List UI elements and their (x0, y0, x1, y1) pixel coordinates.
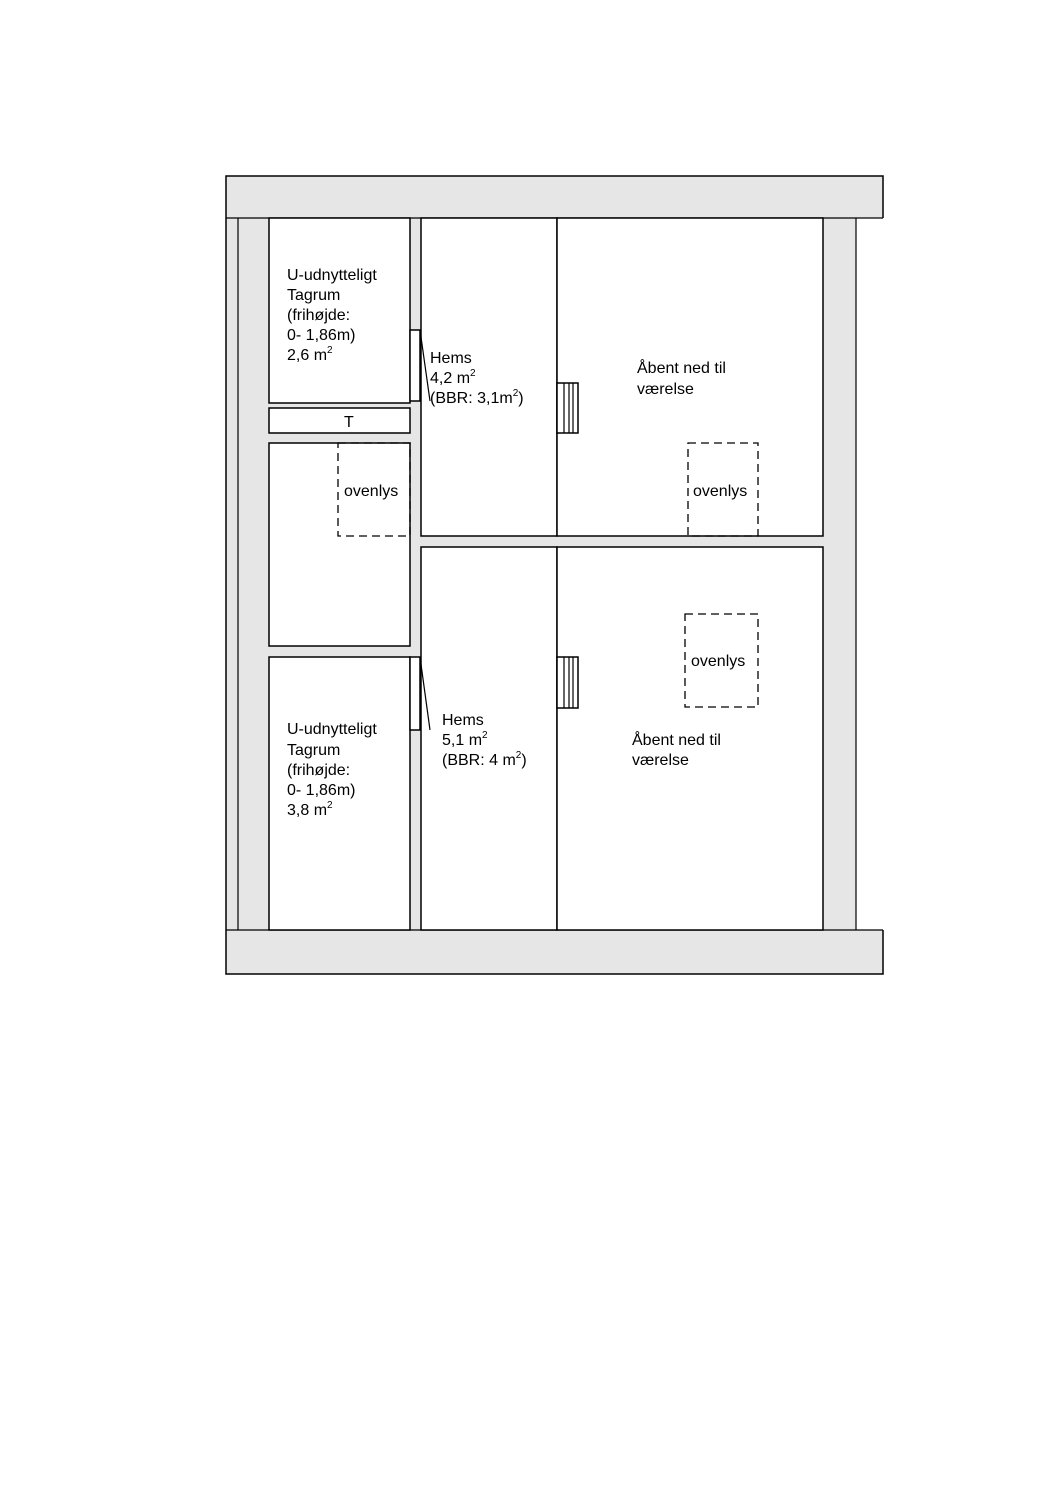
open-bottom-line-1: Åbent ned til (632, 732, 721, 749)
open-top-line-1: Åbent ned til (637, 360, 726, 377)
utility-top-line-3: (frihøjde: (287, 307, 351, 324)
utility-bottom-line-2: Tagrum (287, 742, 341, 759)
hems-bottom-bbr-sup: 2 (515, 750, 522, 761)
toilet-label: T (344, 414, 354, 431)
utility-top-line-1: U-udnytteligt (287, 267, 377, 284)
toilet-room (269, 408, 410, 433)
skylight-left-label: ovenlys (344, 483, 399, 500)
ladder-top (557, 383, 578, 433)
hems-bottom-area-sup: 2 (482, 730, 488, 741)
utility-bottom-area-sup: 2 (327, 800, 333, 811)
room-open-top (557, 218, 823, 536)
utility-bottom-line-3: (frihøjde: (287, 762, 351, 779)
utility-top-area-sup: 2 (327, 345, 333, 356)
door-bottom (410, 657, 420, 730)
open-bottom-line-2: værelse (632, 752, 689, 769)
right-outside-strip (856, 218, 884, 930)
hems-top-bbr-sup: 2 (512, 388, 519, 399)
hems-bottom-area: 5,1 m (442, 732, 483, 749)
open-top-line-2: værelse (637, 381, 694, 398)
room-skylight-left (269, 443, 410, 646)
hems-bottom-bbr: (BBR: 4 m (442, 752, 516, 769)
skylight-right-top-label: ovenlys (693, 483, 748, 500)
ladder-bottom (557, 657, 578, 708)
hems-top-area-sup: 2 (470, 368, 476, 379)
utility-bottom-line-1: U-udnytteligt (287, 721, 377, 738)
utility-top-line-2: Tagrum (287, 287, 341, 304)
hems-bottom-title: Hems (442, 712, 484, 729)
door-top (410, 330, 420, 401)
skylight-right-bottom-label: ovenlys (691, 653, 746, 670)
utility-top-area: 2,6 m (287, 347, 328, 364)
hems-top-bbr-close: ) (518, 390, 524, 407)
hems-bottom-bbr-close: ) (521, 752, 527, 769)
utility-bottom-area: 3,8 m (287, 802, 328, 819)
hems-top-title: Hems (430, 350, 472, 367)
hems-top-bbr: (BBR: 3,1m (430, 390, 513, 407)
utility-bottom-line-4: 0- 1,86m) (287, 782, 356, 799)
hems-top-area: 4,2 m (430, 370, 471, 387)
utility-top-line-4: 0- 1,86m) (287, 327, 356, 344)
